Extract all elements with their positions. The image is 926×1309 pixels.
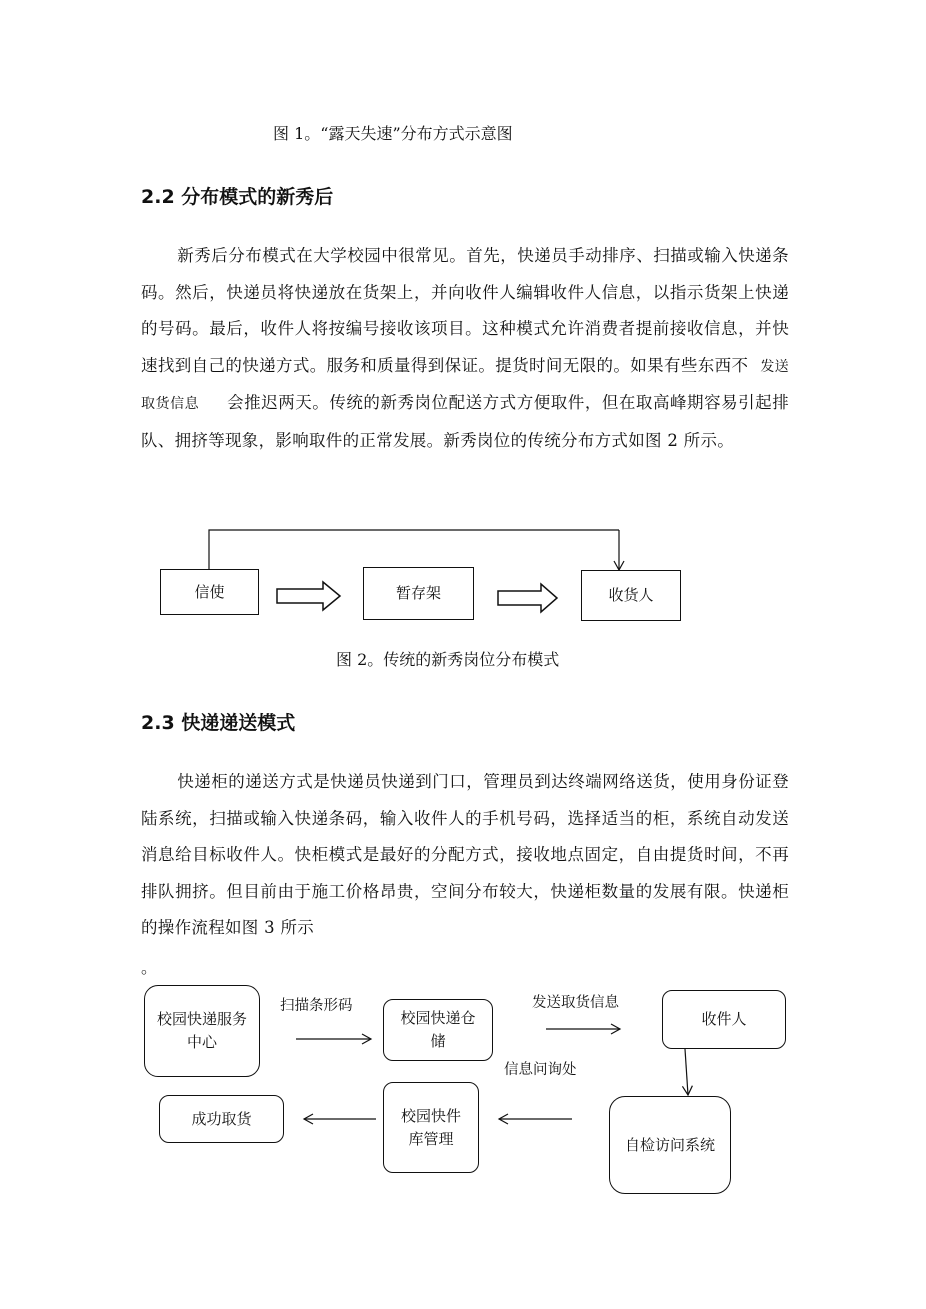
- fig2-caption: 图 2。传统的新秀岗位分布模式: [336, 650, 560, 669]
- section-2-2-text-after: 会推迟两天。传统的新秀岗位配送方式方便取件，但在取高峰期容易引起排队、拥挤等现象，影响取件的正常发展。新秀岗位的传统分布方式如图 2 所示。: [141, 393, 789, 450]
- inline-send-pickup-label: 发送取货信息: [141, 358, 789, 413]
- section-heading-2-3: 2.3 快递递送模式: [141, 712, 296, 734]
- fig3-box-storage: [383, 999, 493, 1061]
- fig3-box-warehouse-label: 校园快件库管理: [400, 1106, 461, 1148]
- fig3-box-success: 成功取货: [159, 1095, 284, 1143]
- fig3-box-receiver: 收件人: [662, 990, 786, 1049]
- fig3-box-warehouse: [383, 1082, 479, 1173]
- fig3-label-send-pickup-info: 发送取货信息: [532, 995, 619, 1011]
- fig3-arrow-receiver-to-selfcheck: [685, 1049, 688, 1095]
- fig2-box-courier: 信使: [160, 569, 259, 615]
- fig2-box-shelf: 暂存架: [363, 567, 474, 620]
- fig3-box-self-check: [609, 1096, 731, 1194]
- section-2-2-text-before: 新秀后分布模式在大学校园中很常见。首先，快递员手动排序、扫描或输入快递条码。然后，快递员将快递放在货架上，并向收件人编辑收件人信息，以指示货架上快递的号码。最后，收件人将按编号接收该项目。这种模式允许消费者提前接收信息，并快速找到自己的快递方式。服务和质量得到保证。提货时间无限的。如果有些东西不: [141, 246, 789, 375]
- fig2-box-receiver: 收货人: [581, 570, 681, 621]
- section-heading-2-2: 2.2 分布模式的新秀后: [141, 186, 334, 208]
- fig3-box-storage-label: 校园快递仓储: [400, 1009, 476, 1050]
- fig3-box-self-check-label: 自检访问系统: [624, 1135, 715, 1154]
- fig3-label-info-inquiry: 信息问询处: [504, 1062, 577, 1078]
- fig1-caption: 图 1。“露天失速”分布方式示意图: [273, 124, 513, 143]
- trailing-period: 。: [141, 958, 158, 977]
- fig3-label-scan-barcode: 扫描条形码: [280, 998, 353, 1014]
- fig3-box-service-center: [144, 985, 260, 1077]
- fig3-box-service-center-label: 校园快递服务中心: [156, 1010, 247, 1051]
- section-2-3-text: 快递柜的递送方式是快递员快递到门口，管理员到达终端网络送货，使用身份证登陆系统，扫描或输入快递条码，输入收件人的手机号码，选择适当的柜，系统自动发送消息给目标收件人。快柜模式是最好的分配方式，接收地点固定，自由提货时间，不再排队拥挤。但目前由于施工价格昂贵，空间分布较大，快递柜数量的发展有限。快递柜的操作流程如图 3 所示: [141, 772, 789, 938]
